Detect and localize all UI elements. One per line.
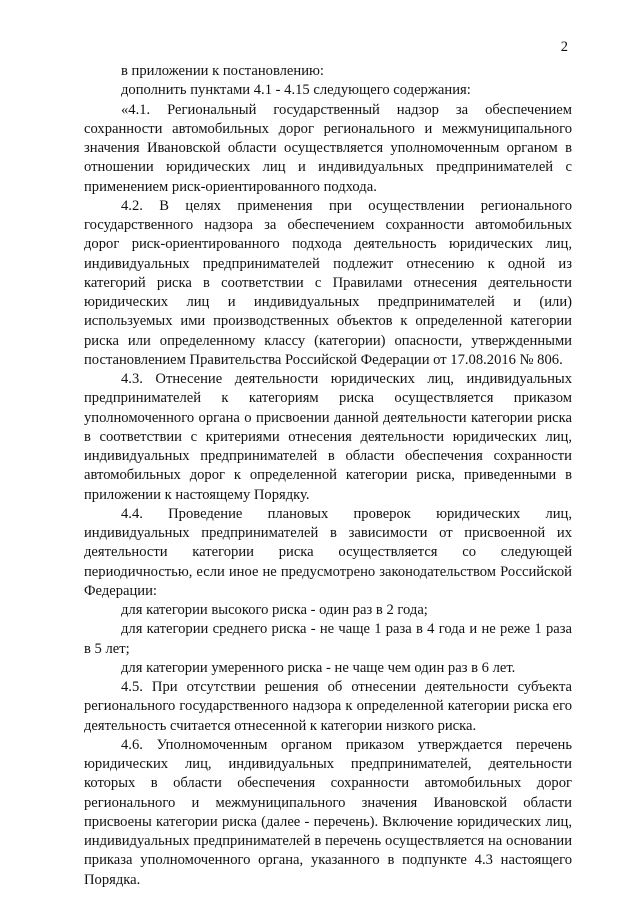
paragraph-intro: в приложении к постановлению:: [121, 63, 324, 79]
document-body: [84, 62, 572, 890]
paragraph-4-1: «4.1. Региональный государственный надзор за обеспечением сохранности автомобильных дорог регионального и межмуниципального значения Ивановской области осуществляется уполномоченным органом в отношении юридических лиц и индивидуальных предпринимателей с применением риск-ориентированного подхода.: [84, 101, 572, 195]
paragraph-4-3: 4.3. Отнесение деятельности юридических лиц, индивидуальных предпринимателей к категориям риска осуществляется приказом уполномоченного органа о присвоении данной деятельности категории риска в соответствии с критериями отнесения деятельности юридических лиц, индивидуальных предпринимателей в области обеспечения сохранности автомобильных дорог к определенной категории риска, приведенными в приложении к настоящему Порядку.: [84, 371, 572, 503]
paragraph-4-5: 4.5. При отсутствии решения об отнесении деятельности субъекта регионального государственного надзора к определенной категории риска его деятельность считается отнесенной к категории низкого риска.: [84, 679, 572, 734]
paragraph-4-4: 4.4. Проведение плановых проверок юридических лиц, индивидуальных предпринимателей в зависимости от присвоенной их деятельности категории риска осуществляется со следующей периодичностью, если иное не предусмотрено законодательством Российской Федерации:: [84, 505, 572, 599]
paragraph-4-2: 4.2. В целях применения при осуществлении регионального государственного надзора за обеспечением сохранности автомобильных дорог риск-ориентированного подхода деятельность юридических лиц, индивидуальных предпринимателей подлежит отнесению к одной из категорий риска в соответствии с Правилами отнесения деятельности юридических лиц и индивидуальных предпринимателей и (или) используемых ими производственных объектов к определенной категории риска или определенному классу (категории) опасности, утвержденными постановлением Правительства Российской Федерации от 17.08.2016 № 806.: [84, 197, 572, 368]
page-number: 2: [560, 39, 568, 55]
list-item-high-risk: для категории высокого риска - один раз в 2 года;: [121, 602, 428, 618]
paragraph-4-6: 4.6. Уполномоченным органом приказом утверждается перечень юридических лиц, индивидуальных предпринимателей, деятельности которых в области обеспечения сохранности автомобильных дорог регионального и межмуниципального значения Ивановской области присвоены категории риска (далее - перечень). Включение юридических лиц, индивидуальных предпринимателей в перечень осуществляется на основании приказа уполномоченного органа, указанного в подпункте 4.3 настоящего Порядка.: [84, 736, 572, 888]
paragraph-amend: дополнить пунктами 4.1 - 4.15 следующего содержания:: [121, 82, 471, 99]
list-item-moderate-risk: для категории умеренного риска - не чаще чем один раз в 6 лет.: [121, 659, 516, 676]
list-item-medium-risk: для категории среднего риска - не чаще 1 раза в 4 года и не реже 1 раза в 5 лет;: [84, 621, 572, 657]
